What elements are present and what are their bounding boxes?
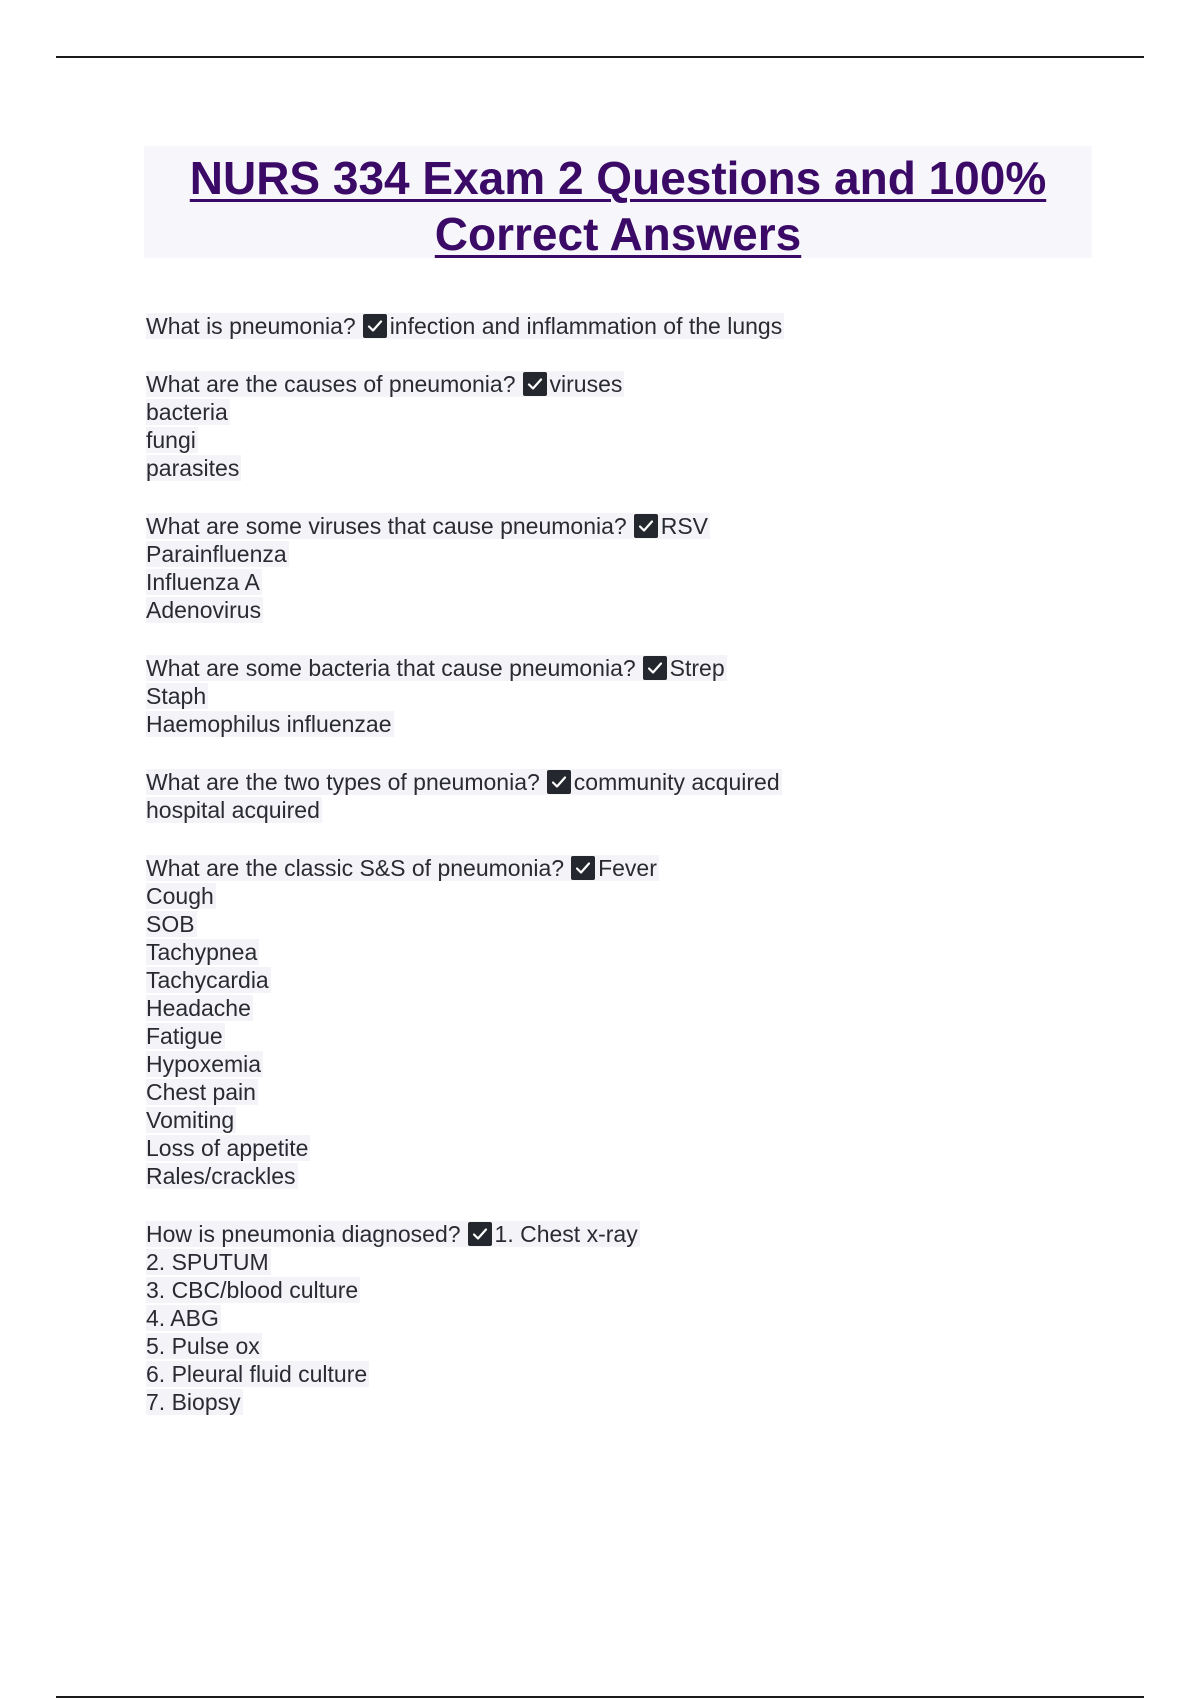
answer-line [146, 1022, 1106, 1050]
answer-text: community acquired [573, 769, 780, 795]
answer-text: 7. Biopsy [146, 1389, 241, 1415]
answer-text: Cough [146, 883, 214, 909]
checkmark-icon [547, 770, 571, 794]
answer-text: Hypoxemia [146, 1051, 262, 1077]
checkmark-icon [523, 372, 547, 396]
question-highlight [146, 769, 782, 795]
answer-text: Parainfluenza [146, 541, 287, 567]
footer-rule [56, 1696, 1144, 1698]
answer-text: fungi [146, 427, 196, 453]
answer-line [146, 596, 1106, 624]
answer-line [146, 1388, 1106, 1416]
answer-line [146, 1276, 1106, 1304]
answer-text: parasites [146, 455, 240, 481]
answer-line [146, 1332, 1106, 1360]
checkmark-icon [643, 656, 667, 680]
qa-item [146, 312, 1106, 340]
title-line-1: NURS 334 Exam 2 Questions and 100% [189, 152, 1047, 204]
question-highlight [146, 313, 784, 339]
answer-text: 1. Chest x-ray [494, 1221, 638, 1247]
answer-line [146, 1162, 1106, 1190]
document-title [144, 146, 1092, 262]
qa-item [146, 854, 1106, 1190]
question-text: What are the two types of pneumonia? [146, 769, 540, 795]
question-text: What are some bacteria that cause pneumonia? [146, 655, 636, 681]
question-line [146, 654, 1106, 682]
answer-text: 3. CBC/blood culture [146, 1277, 359, 1303]
answer-text: Loss of appetite [146, 1135, 309, 1161]
answer-text: 4. ABG [146, 1305, 219, 1331]
question-text: What are the classic S&S of pneumonia? [146, 855, 565, 881]
question-text: How is pneumonia diagnosed? [146, 1221, 461, 1247]
header-rule [56, 56, 1144, 58]
answer-line [146, 1106, 1106, 1134]
answer-line [146, 710, 1106, 738]
answer-line [146, 1248, 1106, 1276]
question-highlight [146, 513, 710, 539]
answer-text: Tachycardia [146, 967, 269, 993]
answer-text: Chest pain [146, 1079, 256, 1105]
question-text: What are the causes of pneumonia? [146, 371, 516, 397]
answer-text: Adenovirus [146, 597, 262, 623]
qa-item [146, 768, 1106, 824]
answer-line [146, 682, 1106, 710]
answer-text: bacteria [146, 399, 228, 425]
answer-line [146, 910, 1106, 938]
answer-text: viruses [549, 371, 623, 397]
checkmark-icon [571, 856, 595, 880]
answer-text: Staph [146, 683, 207, 709]
answer-text: Influenza A [146, 569, 260, 595]
answer-line [146, 994, 1106, 1022]
answer-line [146, 1050, 1106, 1078]
title-line-2: Correct Answers [434, 208, 802, 260]
answer-line [146, 568, 1106, 596]
answer-text: Headache [146, 995, 251, 1021]
question-line [146, 1220, 1106, 1248]
question-line [146, 768, 1106, 796]
answer-text: Rales/crackles [146, 1163, 296, 1189]
title-block [144, 146, 1092, 258]
answer-line [146, 426, 1106, 454]
checkmark-icon [468, 1222, 492, 1246]
question-line [146, 312, 1106, 340]
answer-text: Fatigue [146, 1023, 223, 1049]
question-text: What is pneumonia? [146, 313, 356, 339]
answer-text: hospital acquired [146, 797, 320, 823]
question-text: What are some viruses that cause pneumonia? [146, 513, 627, 539]
question-highlight [146, 1221, 640, 1247]
answer-text: RSV [660, 513, 708, 539]
answer-text: 6. Pleural fluid culture [146, 1361, 368, 1387]
question-line [146, 854, 1106, 882]
answer-line [146, 966, 1106, 994]
answer-line [146, 796, 1106, 824]
answer-text: Vomiting [146, 1107, 235, 1133]
qa-item [146, 654, 1106, 738]
qa-item [146, 1220, 1106, 1416]
answer-line [146, 398, 1106, 426]
answer-text: Strep [669, 655, 725, 681]
qa-item [146, 370, 1106, 482]
checkmark-icon [634, 514, 658, 538]
answer-text: Haemophilus influenzae [146, 711, 392, 737]
answer-text: infection and inflammation of the lungs [389, 313, 783, 339]
answer-line [146, 938, 1106, 966]
answer-line [146, 1078, 1106, 1106]
question-line [146, 512, 1106, 540]
answer-text: 5. Pulse ox [146, 1333, 260, 1359]
answer-text: SOB [146, 911, 195, 937]
answer-line [146, 1304, 1106, 1332]
question-highlight [146, 371, 624, 397]
question-line [146, 370, 1106, 398]
answer-text: Fever [598, 855, 657, 881]
question-highlight [146, 655, 727, 681]
question-highlight [146, 855, 659, 881]
answer-text: Tachypnea [146, 939, 258, 965]
answer-line [146, 1360, 1106, 1388]
answer-text: 2. SPUTUM [146, 1249, 269, 1275]
checkmark-icon [363, 314, 387, 338]
qa-item [146, 512, 1106, 624]
qa-list [146, 312, 1106, 1446]
answer-line [146, 540, 1106, 568]
answer-line [146, 1134, 1106, 1162]
answer-line [146, 882, 1106, 910]
answer-line [146, 454, 1106, 482]
